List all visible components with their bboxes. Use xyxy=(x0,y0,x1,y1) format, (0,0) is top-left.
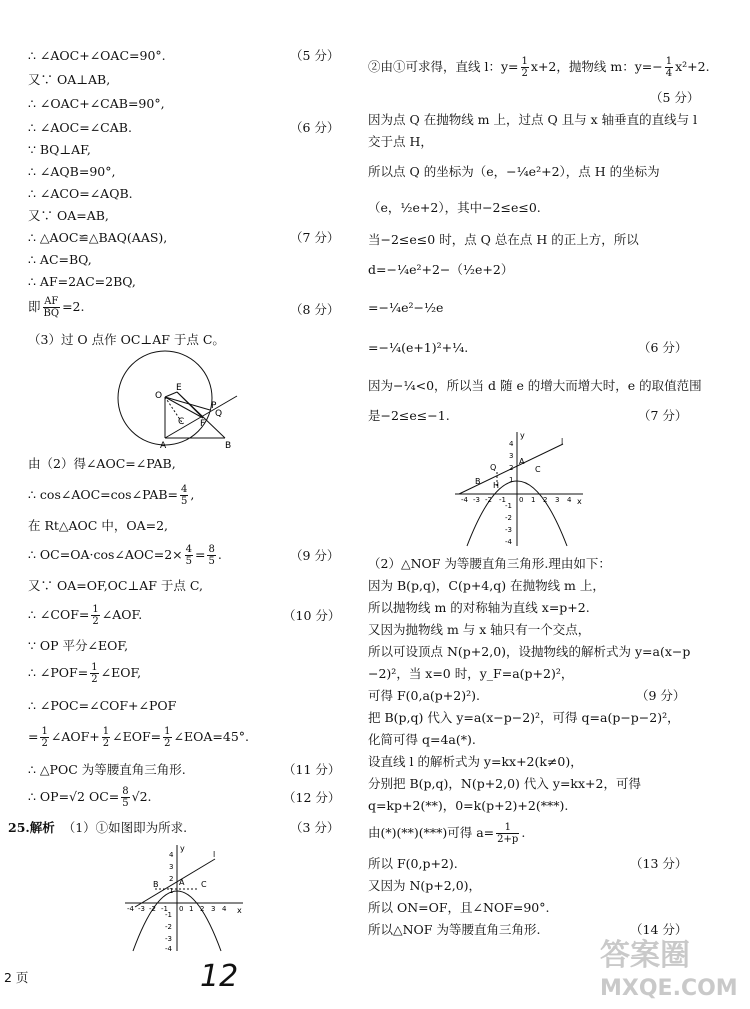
label-B: B xyxy=(153,880,159,889)
label-A: A xyxy=(519,457,525,466)
solution-line: 因为点 Q 在抛物线 m 上，过点 Q 且与 x 轴垂直的直线与 l xyxy=(368,112,698,127)
svg-text:-4: -4 xyxy=(461,496,468,504)
solution-line: d=−¼e²+2−（½e+2） xyxy=(368,262,514,277)
solution-line: 因为 B(p,q)，C(p+4,q) 在抛物线 m 上， xyxy=(368,578,605,593)
svg-text:-4: -4 xyxy=(505,538,512,546)
proof-line: ∴ ∠POC=∠COF+∠POF xyxy=(28,698,177,713)
svg-text:2: 2 xyxy=(169,875,174,883)
solution-line: q=kp+2(**)，0=k(p+2)+2(***). xyxy=(368,798,569,813)
score-mark: （7 分） xyxy=(638,408,688,423)
proof-line: ∵ BQ⊥AF, xyxy=(28,142,91,157)
text: （1）①如图即为所求. xyxy=(62,820,188,835)
fraction: $\frac{1}{2}$ xyxy=(92,604,99,627)
svg-text:2: 2 xyxy=(509,464,514,472)
proof-line: ∴ AF=2AC=2BQ, xyxy=(28,274,136,289)
score-mark: （10 分） xyxy=(283,608,341,623)
svg-text:3: 3 xyxy=(509,452,514,460)
text: 25.解析 xyxy=(8,820,55,835)
score-mark: （5 分） xyxy=(290,48,340,63)
solution-line xyxy=(368,822,525,845)
handwritten-mark: 12 xyxy=(200,959,239,994)
text: ∴ cos∠AOC=cos∠PAB= xyxy=(28,487,179,502)
fraction: $\frac{AF}{BQ}$ xyxy=(43,296,60,319)
proof-line xyxy=(28,786,152,809)
svg-text:3: 3 xyxy=(169,863,174,871)
solution-line: 化简可得 q=4a(*). xyxy=(368,732,476,747)
text: = xyxy=(195,547,206,562)
svg-text:1: 1 xyxy=(189,905,194,913)
label-C: C xyxy=(201,880,207,889)
label-l: l xyxy=(561,437,564,446)
left-coordinate-graph xyxy=(125,843,245,953)
proof-line xyxy=(28,662,141,685)
proof-line: ∴ ∠ACO=∠AQB. xyxy=(28,186,133,201)
proof-line xyxy=(28,544,222,567)
svg-text:-3: -3 xyxy=(473,496,480,504)
text: ∴ OC=OA·cos∠AOC=2× xyxy=(28,547,183,562)
text: , xyxy=(190,487,195,502)
score-mark: （12 分） xyxy=(283,790,341,805)
label-E: E xyxy=(176,383,182,393)
solution-line: 交于点 H， xyxy=(368,134,433,149)
proof-line: ∴ AC=BQ, xyxy=(28,252,92,267)
text: ∴ OP=√2 OC= xyxy=(28,789,120,804)
text: . xyxy=(521,825,526,840)
score-mark: （3 分） xyxy=(290,820,340,835)
svg-text:-3: -3 xyxy=(505,526,512,534)
score-mark: （5 分） xyxy=(650,90,700,105)
label-Q: Q xyxy=(490,463,497,472)
label-A: A xyxy=(179,878,185,887)
svg-text:-1: -1 xyxy=(499,496,506,504)
svg-text:1: 1 xyxy=(169,887,174,895)
text: x+2，抛物线 m：y=− xyxy=(530,59,663,74)
page-number: 2 页 xyxy=(4,970,29,985)
fraction: $\frac{1}{2}$ xyxy=(102,726,110,749)
proof-line: ∴ ∠AOC=∠CAB. xyxy=(28,120,132,135)
text: ∠AOF. xyxy=(101,607,143,622)
fraction: $\frac{8}{5}$ xyxy=(122,786,129,809)
svg-text:-1: -1 xyxy=(505,502,512,510)
solution-line: 当−2≤e≤0 时，点 Q 总在点 H 的正上方，所以 xyxy=(368,232,639,247)
label-O: O xyxy=(155,391,163,401)
solution-line: −2)²，当 x=0 时，y_F=a(p+2)²， xyxy=(368,666,574,681)
score-mark: （9 分） xyxy=(290,548,340,563)
svg-text:-4: -4 xyxy=(127,905,134,913)
proof-line xyxy=(28,296,84,319)
svg-text:4: 4 xyxy=(222,905,227,913)
text: ②由①可求得，直线 l：y= xyxy=(368,59,519,74)
label-l: l xyxy=(213,850,216,859)
label-y: y xyxy=(520,431,525,440)
score-mark: （8 分） xyxy=(290,302,340,317)
solution-line: 是−2≤e≤−1. xyxy=(368,408,450,423)
text: = xyxy=(28,729,39,744)
svg-text:-3: -3 xyxy=(165,935,172,943)
label-x: x xyxy=(237,906,242,915)
score-mark: （13 分） xyxy=(630,856,688,871)
solution-line: 所以抛物线 m 的对称轴为直线 x=p+2. xyxy=(368,600,590,615)
solution-line: 所以△NOF 为等腰直角三角形. xyxy=(368,922,541,937)
solution-line: =−¼(e+1)²+¼. xyxy=(368,340,469,355)
text: ∠AOF+ xyxy=(50,729,100,744)
text: √2. xyxy=(131,789,152,804)
proof-line: ∴ ∠OAC+∠CAB=90°, xyxy=(28,96,165,111)
text: x²+2. xyxy=(675,59,710,74)
text: 由(*)(**)(***)可得 a= xyxy=(368,825,495,840)
watermark-logo: 答案圈 xyxy=(600,938,690,973)
solution-line: 又因为 N(p+2,0)， xyxy=(368,878,482,893)
score-mark: （14 分） xyxy=(630,922,688,937)
proof-line: 在 Rt△AOC 中，OA=2, xyxy=(28,518,169,533)
solution-line: 把 B(p,q) 代入 y=a(x−p−2)²，可得 q=a(p−p−2)²， xyxy=(368,710,680,725)
circle-figure xyxy=(115,350,245,450)
proof-line: 又∵ OA=OF,OC⊥AF 于点 C, xyxy=(28,578,203,593)
label-P: P xyxy=(211,401,217,411)
proof-line xyxy=(28,484,194,507)
fraction: $\frac{4}{5}$ xyxy=(181,484,188,507)
proof-line: 又∵ OA⊥AB, xyxy=(28,72,111,87)
solution-line: 又因为抛物线 m 与 x 轴只有一个交点， xyxy=(368,622,591,637)
fraction: $\frac{1}{2}$ xyxy=(164,726,171,749)
solution-line: 所以 F(0,p+2). xyxy=(368,856,458,871)
fraction: $\frac{1}{2}$ xyxy=(91,662,98,685)
proof-line xyxy=(28,726,249,749)
solution-line: 所以点 Q 的坐标为（e，−¼e²+2），点 H 的坐标为 xyxy=(368,164,660,179)
score-mark: （6 分） xyxy=(638,340,688,355)
score-mark: （6 分） xyxy=(290,120,340,135)
solution-line: 因为−¼<0，所以当 d 随 e 的增大而增大时，e 的取值范围 xyxy=(368,378,702,393)
text: =2. xyxy=(62,299,85,314)
solution-line: 设直线 l 的解析式为 y=kx+2(k≠0)， xyxy=(368,754,583,769)
svg-text:-2: -2 xyxy=(485,496,492,504)
fraction: $\frac{8}{5}$ xyxy=(208,544,215,567)
proof-line: ∴ △AOC≌△BAQ(AAS), xyxy=(28,230,168,245)
text: . xyxy=(217,547,222,562)
watermark-url: MXQE.COM xyxy=(600,976,738,1001)
svg-text:2: 2 xyxy=(543,496,548,504)
label-x: x xyxy=(577,497,582,506)
svg-text:-1: -1 xyxy=(165,911,172,919)
solution-line: 所以 ON=OF，且∠NOF=90°. xyxy=(368,900,550,915)
proof-line: （3）过 O 点作 OC⊥AF 于点 C。 xyxy=(28,332,225,347)
svg-text:-3: -3 xyxy=(138,905,145,913)
svg-text:4: 4 xyxy=(567,496,572,504)
label-C: C xyxy=(178,417,185,427)
svg-text:-2: -2 xyxy=(149,905,156,913)
fraction: $\frac{1}{4}$ xyxy=(665,56,673,79)
solution-line: （2）△NOF 为等腰直角三角形.理由如下： xyxy=(368,556,611,571)
svg-text:-2: -2 xyxy=(165,923,172,931)
label-F: F xyxy=(200,419,206,429)
svg-text:3: 3 xyxy=(211,905,216,913)
solution-line xyxy=(368,56,710,79)
proof-line xyxy=(28,604,142,627)
solution-line: 所以可设顶点 N(p+2,0)，设抛物线的解析式为 y=a(x−p xyxy=(368,644,691,659)
text: ∠EOF= xyxy=(112,729,162,744)
text: ∠EOA=45°. xyxy=(173,729,249,744)
score-mark: （9 分） xyxy=(636,688,686,703)
svg-text:4: 4 xyxy=(509,440,514,448)
svg-text:2: 2 xyxy=(200,905,205,913)
text: ∴ ∠POF= xyxy=(28,665,89,680)
proof-line: ∵ OP 平分∠EOF, xyxy=(28,638,129,653)
svg-text:-2: -2 xyxy=(505,514,512,522)
svg-text:1: 1 xyxy=(531,496,536,504)
proof-line: ∴ ∠AQB=90°, xyxy=(28,164,116,179)
proof-line: ∴ ∠AOC+∠OAC=90°. xyxy=(28,48,166,63)
text: ∴ ∠COF= xyxy=(28,607,90,622)
proof-line: 由（2）得∠AOC=∠PAB, xyxy=(28,456,176,471)
proof-line: ∴ △POC 为等腰直角三角形. xyxy=(28,762,186,777)
fraction: $\frac{1}{2+p}$ xyxy=(497,822,519,845)
label-y: y xyxy=(180,844,185,853)
solution-line: =−¼e²−½e xyxy=(368,300,444,315)
text: ∠EOF, xyxy=(100,665,142,680)
label-Q: Q xyxy=(215,409,223,419)
svg-text:0: 0 xyxy=(519,496,524,504)
solution-line: （e，½e+2），其中−2≤e≤0. xyxy=(368,200,541,215)
solution-line: 可得 F(0,a(p+2)²). xyxy=(368,688,480,703)
question-header xyxy=(8,820,187,836)
svg-text:-1: -1 xyxy=(161,905,168,913)
svg-text:-4: -4 xyxy=(165,945,172,953)
label-C: C xyxy=(535,465,541,474)
svg-text:3: 3 xyxy=(555,496,560,504)
label-B: B xyxy=(475,477,481,486)
label-B: B xyxy=(225,441,232,450)
fraction: $\frac{1}{2}$ xyxy=(41,726,48,749)
proof-line: 又∵ OA=AB, xyxy=(28,208,109,223)
label-H: H xyxy=(493,481,500,490)
svg-text:4: 4 xyxy=(169,851,174,859)
score-mark: （7 分） xyxy=(290,230,340,245)
svg-text:1: 1 xyxy=(509,476,514,484)
fraction: $\frac{1}{2}$ xyxy=(521,56,528,79)
svg-text:0: 0 xyxy=(179,905,184,913)
label-A: A xyxy=(160,441,167,450)
score-mark: （11 分） xyxy=(283,762,341,777)
text: 即 xyxy=(28,299,41,314)
right-coordinate-graph xyxy=(455,430,585,548)
fraction: $\frac{4}{5}$ xyxy=(185,544,192,567)
solution-line: 分别把 B(p,q)，N(p+2,0) 代入 y=kx+2，可得 xyxy=(368,776,641,791)
